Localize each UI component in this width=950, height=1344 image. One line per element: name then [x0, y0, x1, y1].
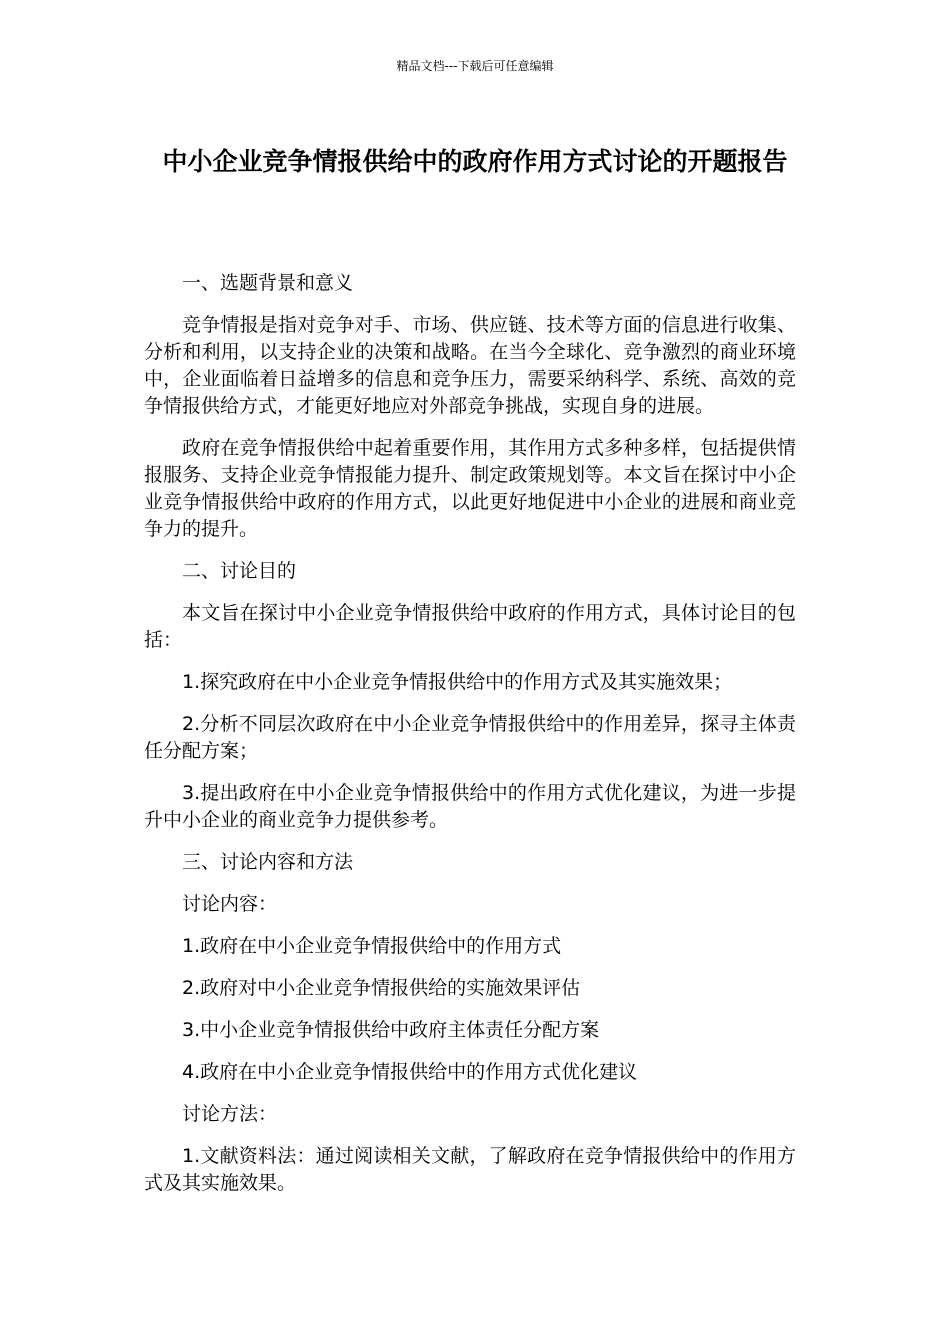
list-item: 2.政府对中小企业竞争情报供给的实施效果评估	[182, 977, 581, 999]
list-item: 1.政府在中小企业竞争情报供给中的作用方式	[182, 935, 562, 957]
subheading-methods: 讨论方法：	[182, 1103, 278, 1125]
subheading-content: 讨论内容：	[182, 893, 278, 915]
body-paragraph: 竞争情报是指对竞争对手、市场、供应链、技术等方面的信息进行收集、分析和利用，以支持企业的决策和战略。在当今全球化、竞争激烈的商业环境中，企业面临着日益增多的信息和竞争压力，需要采纳科学、系统、高效的竞争情报供给方式，才能更好地应对外部竞争挑战，实现自身的进展。	[144, 314, 796, 417]
body-paragraph: 本文旨在探讨中小企业竞争情报供给中政府的作用方式，具体讨论目的包括：	[144, 602, 796, 651]
list-item: 3.提出政府在中小企业竞争情报供给中的作用方式优化建议，为进一步提升中小企业的商业竞争力提供参考。	[144, 782, 796, 831]
list-item: 1.文献资料法：通过阅读相关文献，了解政府在竞争情报供给中的作用方式及其实施效果。	[144, 1145, 796, 1194]
document-body	[144, 270, 796, 1212]
page-header: 精品文档---下载后可任意编辑	[396, 59, 554, 73]
section-heading-background: 一、选题背景和意义	[182, 272, 354, 294]
section-heading-purpose: 二、讨论目的	[182, 560, 297, 582]
list-item: 1.探究政府在中小企业竞争情报供给中的作用方式及其实施效果；	[182, 671, 733, 693]
document-title: 中小企业竞争情报供给中的政府作用方式讨论的开题报告	[162, 147, 788, 176]
list-item: 2.分析不同层次政府在中小企业竞争情报供给中的作用差异，探寻主体责任分配方案；	[144, 713, 796, 762]
body-paragraph: 政府在竞争情报供给中起着重要作用，其作用方式多种多样，包括提供情报服务、支持企业竞争情报能力提升、制定政策规划等。本文旨在探讨中小企业竞争情报供给中政府的作用方式，以此更好地促进中小企业的进展和商业竞争力的提升。	[144, 437, 796, 540]
section-heading-content-methods: 三、讨论内容和方法	[182, 851, 354, 873]
list-item: 4.政府在中小企业竞争情报供给中的作用方式优化建议	[182, 1061, 638, 1083]
list-item: 3.中小企业竞争情报供给中政府主体责任分配方案	[182, 1019, 600, 1041]
